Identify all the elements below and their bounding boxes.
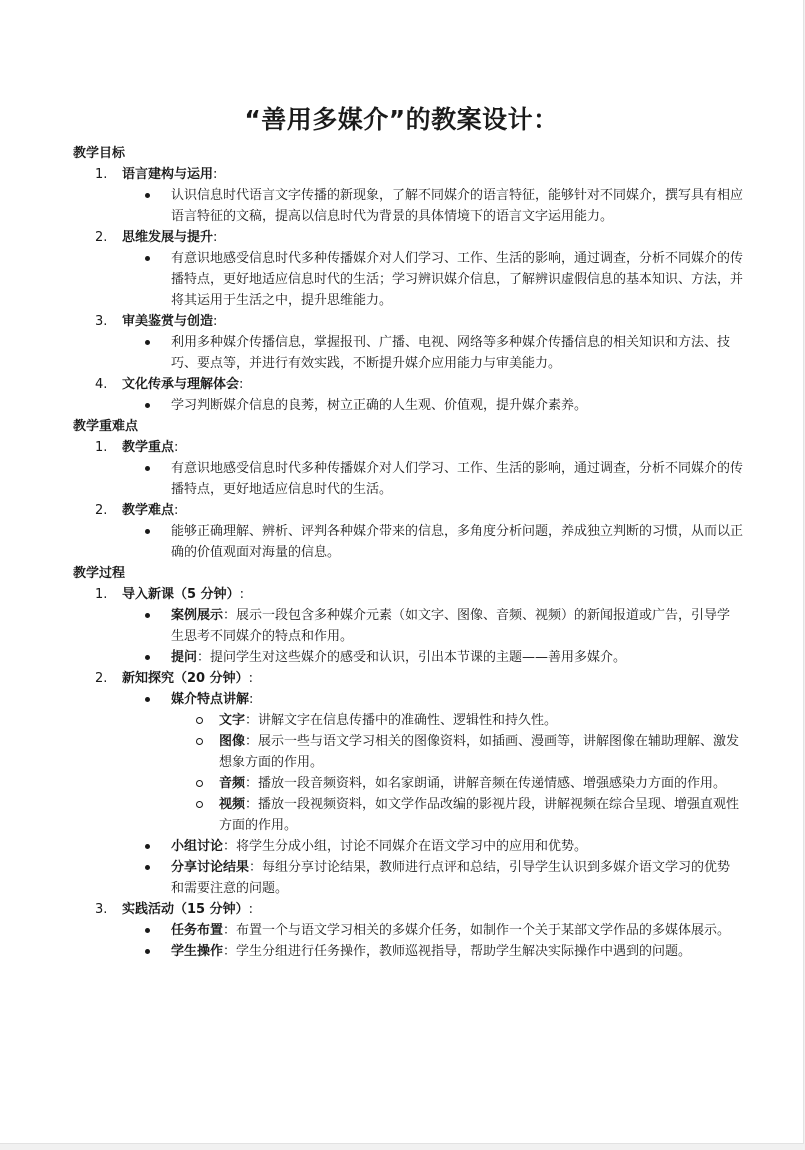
bullet-icon xyxy=(145,466,150,471)
item-label: 实践活动（15 分钟） xyxy=(122,902,249,917)
bullet-icon xyxy=(145,340,150,345)
item-number: 4. xyxy=(95,377,108,392)
bullet-list xyxy=(122,458,743,500)
bullet-list xyxy=(122,920,743,962)
bullet-icon xyxy=(145,844,150,849)
bullet-item xyxy=(122,521,743,563)
item-number: 1. xyxy=(95,167,108,182)
bullet-item xyxy=(122,605,743,647)
sub-bullet-label: 音频 xyxy=(219,776,246,791)
list-item xyxy=(73,500,743,563)
bullet-text: ：将学生分成小组，讨论不同媒介在语文学习中的应用和优势。 xyxy=(223,839,588,854)
list-item xyxy=(73,374,743,416)
process-list xyxy=(73,584,743,962)
sub-bullet-text: ：播放一段音频资料，如名家朗诵，讲解音频在传递情感、增强感染力方面的作用。 xyxy=(245,776,727,791)
bullet-list xyxy=(122,521,743,563)
bullet-icon xyxy=(145,697,150,702)
key-points-list xyxy=(73,437,743,563)
bullet-text: 利用多种媒介传播信息，掌握报刊、广播、电视、网络等多种媒介传播信息的相关知识和方法、技巧、要点等，并进行有效实践，不断提升媒介应用能力与审美能力。 xyxy=(171,335,731,371)
bullet-text: 认识信息时代语言文字传播的新现象，了解不同媒介的语言特征，能够针对不同媒介，撰写具有相应语言特征的文稿，提高以信息时代为背景的具体情境下的语言文字运用能力。 xyxy=(171,188,744,224)
list-item xyxy=(73,164,743,227)
objectives-list xyxy=(73,164,743,416)
bullet-text: ：每组分享讨论结果，教师进行点评和总结，引导学生认识到多媒介语文学习的优势和需要注意的问题。 xyxy=(171,860,731,896)
item-colon: : xyxy=(213,167,218,182)
list-item xyxy=(73,227,743,311)
sub-bullet-item xyxy=(171,710,743,731)
bullet-text: 有意识地感受信息时代多种传播媒介对人们学习、工作、生活的影响，通过调查，分析不同媒介的传播特点，更好地适应信息时代的生活。 xyxy=(171,461,744,497)
bullet-item xyxy=(122,920,743,941)
bullet-list xyxy=(122,605,743,668)
item-colon: : xyxy=(174,503,179,518)
item-label: 导入新课（5 分钟） xyxy=(122,587,240,602)
section-heading-objectives: 教学目标 xyxy=(73,146,126,161)
circle-bullet-icon xyxy=(196,738,203,745)
bullet-icon xyxy=(145,193,150,198)
bullet-item xyxy=(122,395,743,416)
section-heading-process: 教学过程 xyxy=(73,566,126,581)
bullet-label: 任务布置 xyxy=(171,923,224,938)
sub-bullet-label: 文字 xyxy=(219,713,246,728)
list-item xyxy=(73,584,743,668)
sub-bullet-label: 图像 xyxy=(219,734,246,749)
bullet-text: 学习判断媒介信息的良莠，树立正确的人生观、价值观，提升媒介素养。 xyxy=(171,398,588,413)
item-colon: : xyxy=(239,587,244,602)
sub-bullet-text: ：展示一些与语文学习相关的图像资料，如插画、漫画等，讲解图像在辅助理解、激发想象方面的作用。 xyxy=(219,734,740,770)
bullet-icon xyxy=(145,256,150,261)
sub-bullet-list xyxy=(171,710,743,836)
bullet-icon xyxy=(145,655,150,660)
list-item xyxy=(73,899,743,962)
bullet-text: 能够正确理解、辨析、评判各种媒介带来的信息，多角度分析问题，养成独立判断的习惯，从而以正确的价值观面对海量的信息。 xyxy=(171,524,744,560)
bullet-item xyxy=(122,248,743,311)
list-item xyxy=(73,311,743,374)
item-label: 教学重点 xyxy=(122,440,175,455)
sub-bullet-text: ：播放一段视频资料，如文学作品改编的影视片段，讲解视频在综合呈现、增强直观性方面的作用。 xyxy=(219,797,740,833)
item-number: 2. xyxy=(95,671,108,686)
bullet-list xyxy=(122,332,743,374)
bullet-icon xyxy=(145,928,150,933)
bullet-list xyxy=(122,185,743,227)
item-label: 语言建构与运用 xyxy=(122,167,214,182)
item-colon: : xyxy=(239,377,244,392)
bullet-text: ：提问学生对这些媒介的感受和认识，引出本节课的主题——善用多媒介。 xyxy=(197,650,627,665)
item-number: 1. xyxy=(95,440,108,455)
item-number: 3. xyxy=(95,902,108,917)
item-number: 2. xyxy=(95,230,108,245)
bullet-item xyxy=(122,647,743,668)
document-body xyxy=(73,143,743,962)
bullet-list xyxy=(122,395,743,416)
item-number: 3. xyxy=(95,314,108,329)
sub-bullet-item xyxy=(171,773,743,794)
item-colon: : xyxy=(248,902,254,917)
sub-bullet-text: ：讲解文字在信息传播中的准确性、逻辑性和持久性。 xyxy=(245,713,558,728)
bullet-icon xyxy=(145,529,150,534)
item-number: 1. xyxy=(95,587,108,602)
bullet-label: 学生操作 xyxy=(171,944,224,959)
circle-bullet-icon xyxy=(196,780,203,787)
item-colon: : xyxy=(248,671,254,686)
bullet-list xyxy=(122,248,743,311)
item-colon: : xyxy=(213,314,218,329)
bullet-label: 提问 xyxy=(171,650,198,665)
item-label: 文化传承与理解体会 xyxy=(122,377,240,392)
item-colon: : xyxy=(213,230,218,245)
bullet-item xyxy=(122,458,743,500)
sub-bullet-item xyxy=(171,731,743,773)
item-colon: : xyxy=(174,440,179,455)
bullet-text: : xyxy=(249,692,254,707)
sub-bullet-item xyxy=(171,794,743,836)
bullet-icon xyxy=(145,865,150,870)
bullet-item xyxy=(122,941,743,962)
bullet-item xyxy=(122,332,743,374)
circle-bullet-icon xyxy=(196,717,203,724)
list-item xyxy=(73,668,743,899)
bullet-label: 案例展示 xyxy=(171,608,224,623)
item-label: 新知探究（20 分钟） xyxy=(122,671,249,686)
bullet-item xyxy=(122,185,743,227)
bullet-item xyxy=(122,836,743,857)
bullet-text: ：展示一段包含多种媒介元素（如文字、图像、音频、视频）的新闻报道或广告，引导学生思考不同媒介的特点和作用。 xyxy=(171,608,731,644)
item-label: 教学难点 xyxy=(122,503,175,518)
bullet-label: 媒介特点讲解 xyxy=(171,692,250,707)
item-label: 思维发展与提升 xyxy=(122,230,214,245)
bullet-text: 有意识地感受信息时代多种传播媒介对人们学习、工作、生活的影响，通过调查，分析不同媒介的传播特点，更好地适应信息时代的生活；学习辨识媒介信息，了解辨识虚假信息的基本知识、方法，并将其运用于生活之中，提升思维能力。 xyxy=(171,251,744,308)
circle-bullet-icon xyxy=(196,801,203,808)
bullet-item xyxy=(122,857,743,899)
bullet-text: ：学生分组进行任务操作，教师巡视指导，帮助学生解决实际操作中遇到的问题。 xyxy=(223,944,692,959)
section-heading-key-points: 教学重难点 xyxy=(73,419,139,434)
sub-bullet-label: 视频 xyxy=(219,797,246,812)
item-label: 审美鉴赏与创造 xyxy=(122,314,214,329)
bullet-icon xyxy=(145,403,150,408)
document-title: “善用多媒介”的教案设计： xyxy=(244,105,559,134)
bullet-item xyxy=(122,689,743,836)
bullet-icon xyxy=(145,613,150,618)
list-item xyxy=(73,437,743,500)
bullet-label: 分享讨论结果 xyxy=(171,860,250,875)
bullet-icon xyxy=(145,949,150,954)
bullet-label: 小组讨论 xyxy=(171,839,224,854)
bullet-text: ：布置一个与语文学习相关的多媒介任务，如制作一个关于某部文学作品的多媒体展示。 xyxy=(223,923,731,938)
item-number: 2. xyxy=(95,503,108,518)
bullet-list xyxy=(122,689,743,899)
